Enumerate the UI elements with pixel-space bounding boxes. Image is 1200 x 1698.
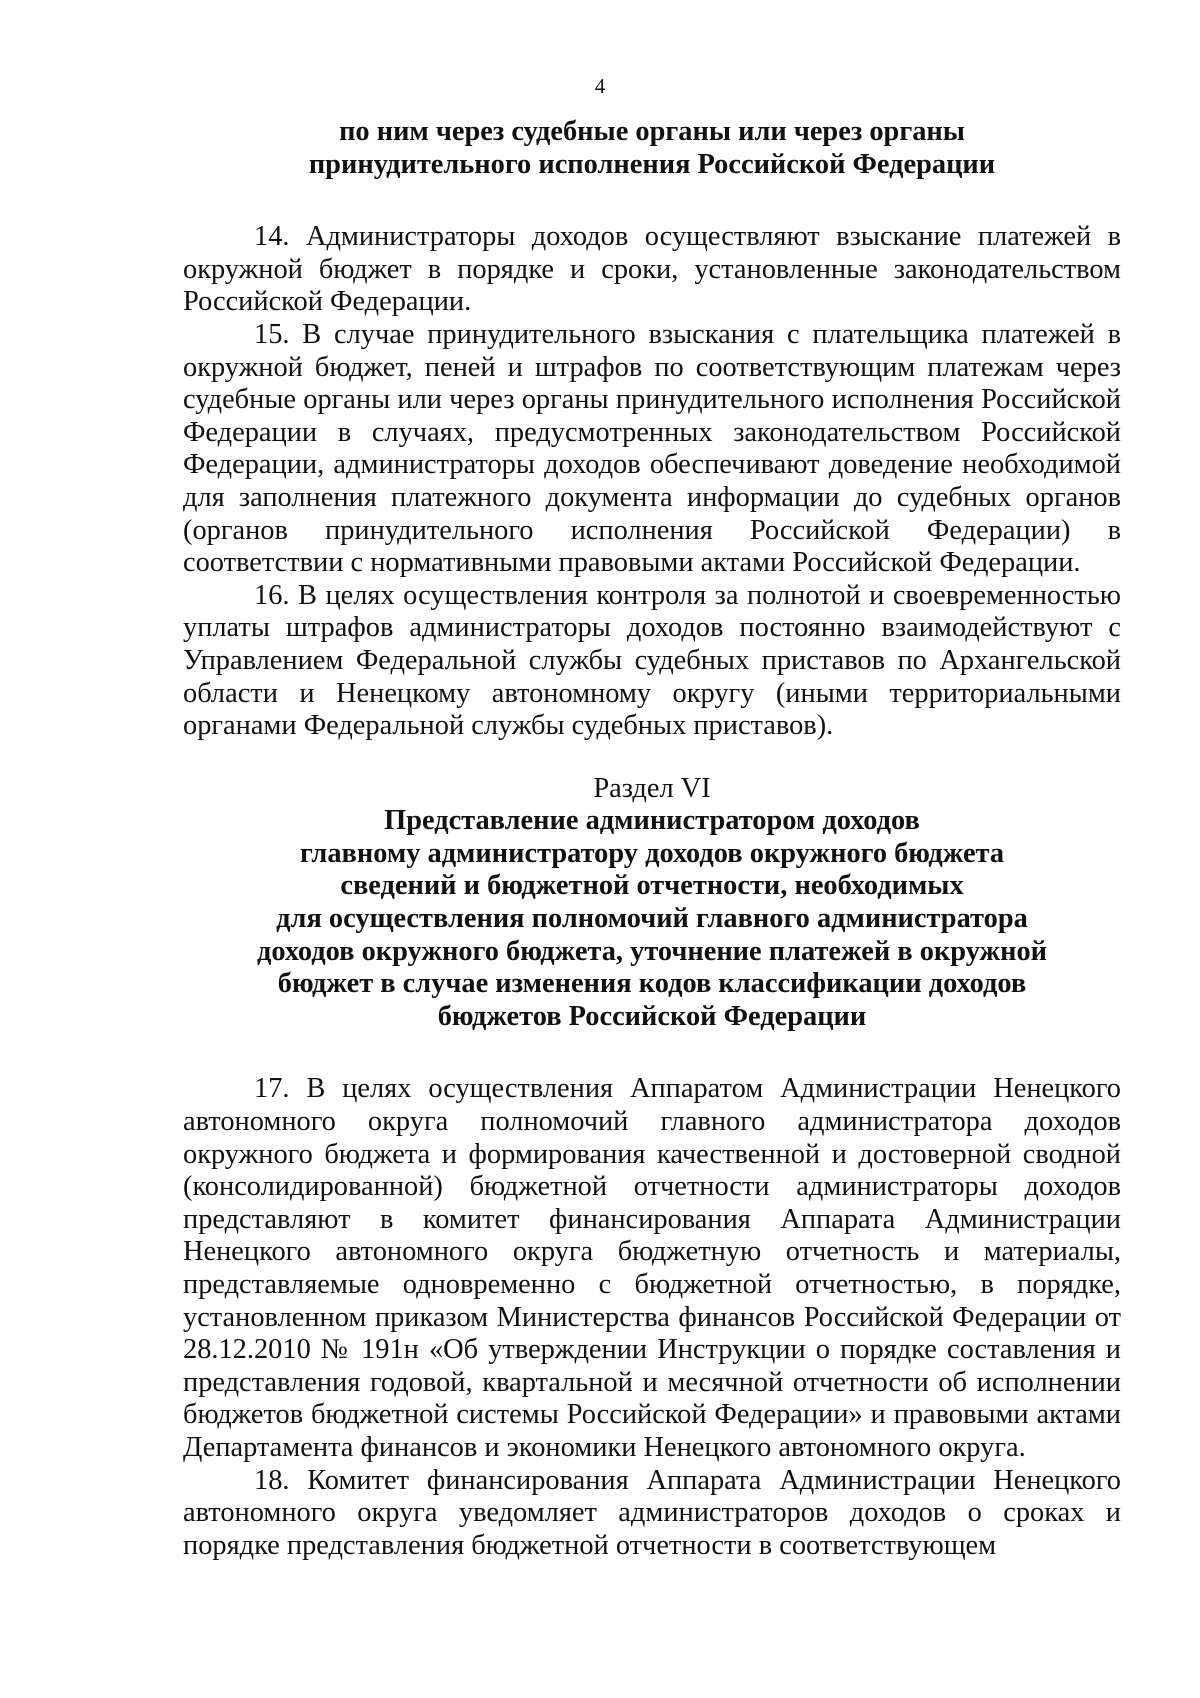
spacer [183,181,1121,221]
section-title-line: бюджет в случае изменения кодов классификации доходов [277,968,1027,1000]
section-title-line: бюджетов Российской Федерации [437,1000,867,1032]
paragraph-14: 14. Администраторы доходов осуществляют взыскание платежей в окружной бюджет в порядке и сроки, установленные законодательством Российской Федерации. [183,221,1121,318]
section-title-line: Представление администратором доходов [384,805,920,837]
section-title [183,805,1121,1033]
spacer [183,743,1121,773]
section-title-line: доходов окружного бюджета, уточнение платежей в окружной [256,935,1048,967]
section-label: Раздел VI [593,772,711,804]
paragraph-15: 15. В случае принудительного взыскания с плательщика платежей в окружной бюджет, пеней и штрафов по соответствующим платежам через судебные органы или через органы принудительного исполнения Российской Федерации в случаях, предусмотренных законодательством Российской Федерации, администраторы доходов обеспечивают доведение необходимой для заполнения платежного документа информации до судебных органов (органов принудительного исполнения Российской Федерации) в соответствии с нормативными правовыми актами Российской Федерации. [183,318,1121,579]
section-title-line: для осуществления полномочий главного администратора [276,903,1028,935]
top-heading-line: по ним через судебные органы или через органы [339,116,965,147]
page-number: 4 [594,74,606,98]
document-body [183,116,1121,1562]
section-title-line: сведений и бюджетной отчетности, необходимых [340,870,964,902]
paragraph-16: 16. В целях осуществления контроля за полнотой и своевременностью уплаты штрафов администраторы доходов постоянно взаимодействуют с Управлением Федеральной службы судебных приставов по Архангельской области и Ненецкому автономному округу (иными территориальными органами Федеральной службы судебных приставов). [183,579,1121,742]
paragraph-18: 18. Комитет финансирования Аппарата Администрации Ненецкого автономного округа уведомляет администраторов доходов о сроках и порядке представления бюджетной отчетности в соответствующем [183,1464,1121,1561]
spacer [183,1033,1121,1073]
top-heading-line: принудительного исполнения Российской Федерации [308,148,996,180]
paragraph-17: 17. В целях осуществления Аппаратом Администрации Ненецкого автономного округа полномочий главного администратора доходов окружного бюджета и формирования качественной и достоверной сводной (консолидированной) бюджетной отчетности администраторы доходов представляют в комитет финансирования Аппарата Администрации Ненецкого автономного округа бюджетную отчетность и материалы, представляемые одновременно с бюджетной отчетностью, в порядке, установленном приказом Министерства финансов Российской Федерации от 28.12.2010 № 191н «Об утверждении Инструкции о порядке составления и представления годовой, квартальной и месячной отчетности об исполнении бюджетов бюджетной системы Российской Федерации» и правовыми актами Департамента финансов и экономики Ненецкого автономного округа. [183,1073,1121,1463]
section-title-line: главному администратору доходов окружного бюджета [299,837,1005,869]
top-heading [183,116,1121,181]
